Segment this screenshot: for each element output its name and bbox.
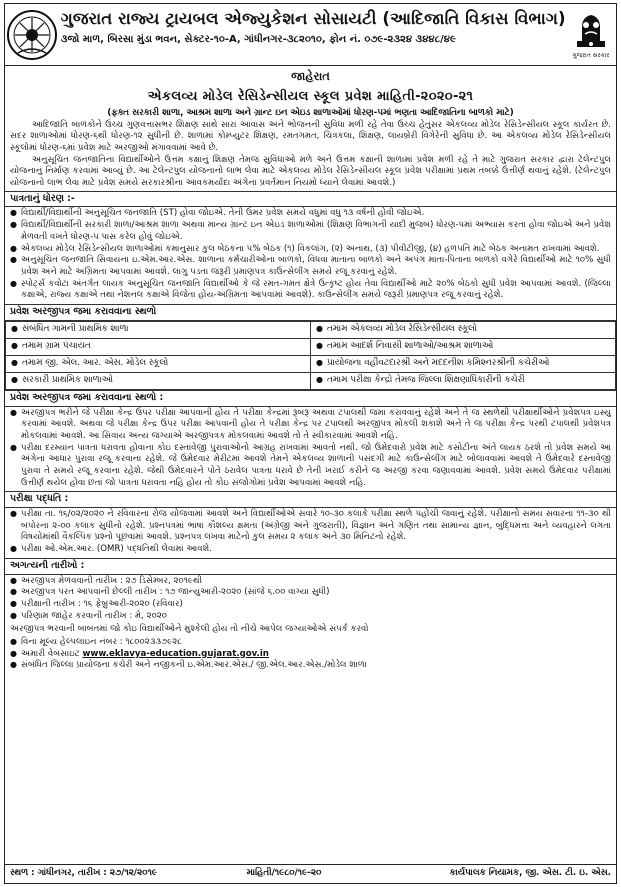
org-title: ગુજરાત રાજ્ય ટ્રાયબલ એજ્યુકેશન સોસાયટી (આદિજાતિ વિકાસ વિભાગ) bbox=[60, 9, 566, 28]
submission-places-table bbox=[5, 321, 616, 390]
footer-signatory: કાર્યપાલક નિયામક, જી. એસ. ટી. ઇ. એસ. bbox=[449, 868, 611, 879]
ashoka-emblem-icon bbox=[572, 9, 610, 51]
footer-place-date: સ્થળ : ગાંધીનગર, તારીખ : ૨૭/૧૨/૨૦૧૯ bbox=[10, 868, 157, 879]
table-cell: ● તમામ આદર્શ નિવાસી શાળાઓ/આશ્રમ શાળાઓ bbox=[311, 338, 616, 355]
exam-heading: પરીક્ષા પદ્ધતિ : bbox=[5, 491, 616, 508]
list-item: ● વિદ્યાર્થી/વિદ્યાર્થીની સરકારી શાળા/આશ્રમ શાળા અથવા માન્ય ગ્રાન્ટ ઇન એઇડ શાળાઓમાં (શિક્ષણ વિભાગની યાદી મુજબ) ધોરણ-પમાં અભ્યાસ કરતા હોવા જોઇએ અને પ્રવેશ મેળવતી વખતે ધોરણ-પ પાસ કરેલ હોવું જોઇએ. bbox=[10, 220, 611, 243]
list-item: ● પરીક્ષા દરમ્યાન પાત્રતા ધરાવતા હોવાના કોઇ દસ્તાવેજી પુરાવાઓનો આગ્રહ રાખવામાં આવતો નથી. જો ઉમેદવારો પ્રવેશ માટે કસોટીના અંતે લાયક ઠરશે તો પ્રવેશ સમયે આ અંગેના આધાર પુરાવા રજૂ કરવાના રહેશે. જે ઉમેદવાર મેરીટમાં આવશે તેમને એકલવ્ય શાળાની પસંદગી માટે કાઉન્સેલીંગ માટે બોલાવવામાં આવશે તે ઉમેદવારે દસ્તાવેજી પુરાવા તે સમયે રજૂ કરવાના રહેશે. જેથી ઉમેદવારને પોતે ઠરાવેલ પાત્રતા ધરાવે છે તેની ખરાઈ કરીને જ અરજી કરવા જણાવવામાં આવશે. પ્રવેશ સમયે ઉમેદવાર પરીક્ષામાં ઉત્તીર્ણ થયેલ હોવા છતાં જો પાત્રતા ધરાવતા નહિ હોય તો કોઇ સંજોગોમાં પ્રવેશ આપવામાં આવશે નહિ. bbox=[10, 443, 611, 490]
helpline-item: ● વિના મૂલ્ય હેલ્પલાઇન નંબર : ૧૮૦૦૨૩૩૭૯૨૮ bbox=[10, 637, 611, 649]
list-item: ● અરજીપત્ર પરત આપવાની છેલ્લી તારીખ : ૧૭ જાન્યુઆરી-૨૦૨૦ (સાંજે ૬.૦૦ વાગ્યા સુધી) bbox=[10, 587, 611, 599]
table-cell: ● સંબંધિત ગામની પ્રાથમિક શાળા bbox=[6, 321, 311, 338]
table-cell: ● તમામ ગ્રામ પંચાયત bbox=[6, 338, 311, 355]
table-cell: ● પ્રાયોજના વહીવટદારશ્રી અને મદદનીશ કમિશ્નરશ્રીની કચેરીઓ bbox=[311, 355, 616, 372]
header bbox=[5, 4, 616, 66]
main-title: એકલવ્ય મોડેલ રેસિડેન્સીયલ સ્કૂલ પ્રવેશ માહિતી-૨૦૨૦-૨૧ bbox=[147, 88, 474, 104]
list-item: ● પરીક્ષા તા. ૧૬/૦૨/૨૦૨૦ ને રવિવારના રોજ યોજવામાં આવશે અને વિદ્યાર્થીઓએ સવારે ૧૦-૩૦ કલાકે પરીક્ષા સ્થળે પહોંચી જવાનું રહેશે. પરીક્ષાનો સમય સવારના ૧૧-૩૦ થી બપોરના ૨-૦૦ કલાક સુધીનો રહેશે. પ્રશ્નપત્રમાં ભાષા કૌશલ્ય ક્ષમતા (અંગ્રેજી અને ગુજરાતી), વિજ્ઞાન અને ગણિત તથા સામાન્ય જ્ઞાન, બુદ્ધિમત્તા અને વ્યવહારને લગતા વિષયોમાંથી વૈકલ્પિક પ્રશ્નો પૂછવામાં આવશે. પ્રશ્નપત્ર લખવા માટેનો કુલ સમય ૨ કલાક અને ૩૦ મિનિટનો રહેશે. bbox=[10, 509, 611, 544]
list-item: ● પરિણામ જાહેર કરવાની તારીખ : મે, ૨૦૨૦ bbox=[10, 611, 611, 623]
table-row bbox=[6, 355, 616, 372]
table-row bbox=[6, 372, 616, 389]
notice-page bbox=[4, 3, 617, 884]
website-prefix: અમારી વેબસાઇટ bbox=[21, 648, 83, 659]
table-cell: ● તમામ જી. એલ. આર. એસ. મોડેલ સ્કૂલો bbox=[6, 355, 311, 372]
eligibility-heading: પાત્રતાનું ધોરણ :- bbox=[5, 191, 616, 208]
subtitle: (ફક્ત સરકારી શાળા, આશ્રમ શાળા અને ગ્રાન્ટ ઇન એઇડ શાળાઓમાં ધોરણ-પમાં ભણતા આદિજાતિના બાળકો માટે) bbox=[107, 107, 514, 118]
places-list bbox=[5, 407, 616, 492]
gov-caption: ગુજરાત સરકાર bbox=[572, 51, 610, 59]
website-link[interactable]: www.eklavya-education.gujarat.gov.in bbox=[82, 648, 269, 659]
list-item: ● એકલવ્ય મોડેલ રેસિડેન્સીયલ શાળાઓમાં કમાનુસાર કુલ બેઠકના ૫% બેઠક (૧) વિકલાંગ, (૨) અનાથ, (૩) પીવીટીજી, (૪) હળપતિ માટે બેઠક અનામત રાખવામાં આવશે. bbox=[10, 244, 611, 256]
footer-reference: માહિતી/૧૯૮૦/૧૯-૨૦ bbox=[246, 868, 322, 879]
contact-list bbox=[5, 636, 616, 674]
exam-list bbox=[5, 508, 616, 558]
list-item: ● સ્પોર્ટ્સ કવોટા અંતર્ગત લાયક અનુસૂચિત જનજાતિ વિદ્યાર્થીઓ કે જે રમત-ગમત ક્ષેત્રે ઉત્કૃષ્ટ હોય તેવા વિદ્યાર્થીઓ માટે ૨૦% બેઠકો સુધી પ્રવેશ આપવામાં આવશે. (જિલ્લા કક્ષાએ, રાજ્ય કક્ષાએ તથા નેશનલ કક્ષાએ વિજેતા હોય-અગ્રિમતા આપવામાં આવશે). કાઉન્સેલીંગ સમયે જરૂરી પ્રમાણપત્ર રજૂ કરવાનું રહેશે. bbox=[10, 279, 611, 302]
contact-intro: અરજીપત્ર ભરવાની બાબતમાં જો કોઇ વિદ્યાર્થીઓને મુશ્કેલી હોય તો નીચે આપેલ જગ્યાઓએ સંપર્ક કરવો bbox=[10, 624, 369, 635]
list-item: ● અનુસૂચિત જનજાતિ સિવાયના ઇ.એમ.આર.એસ. શાળાના કર્મચારીઓના બાળકો, વિધવા માતાના બાળકો અને અપંગ માતા-પિતાના બાળકો વગેરે વિદ્યાર્થીઓ માટે ૧૦% સુધી પ્રવેશ અને માટે અગ્રિમતા આપવામાં આવશે. લાગુ પડતા જરૂરી પ્રમાણપત્ર કાઉન્સેલીંગ સમયે રજૂ કરવાનું રહેશે. bbox=[10, 255, 611, 278]
places-heading: પ્રવેશ અરજીપત્ર જમા કરાવવાના સ્થળો : bbox=[5, 390, 616, 407]
website-item bbox=[10, 649, 611, 661]
submission-heading: પ્રવેશ અરજીપત્ર જમા કરાવવાના સ્થળો bbox=[5, 304, 616, 321]
footer bbox=[5, 864, 616, 883]
government-emblem bbox=[566, 4, 616, 65]
table-row bbox=[6, 338, 616, 355]
society-logo-icon bbox=[6, 9, 58, 61]
list-item: ● પરીક્ષા ઓ.એમ.આર. (OMR) પદ્ધતિથી લેવામાં આવશે. bbox=[10, 544, 611, 556]
dates-heading: અગત્યની તારીખો : bbox=[5, 558, 616, 575]
society-logo bbox=[5, 4, 59, 65]
notice-label: જાહેરાત bbox=[291, 69, 330, 83]
list-item: ● વિદ્યાર્થી/વિદ્યાર્થીની અનુસૂચિત જનજાતિ (ST) હોવા જોઇએ. તેની ઉંમર પ્રવેશ સમયે વધુમાં વધુ ૧૩ વર્ષની હોવી જોઇએ. bbox=[10, 208, 611, 220]
list-item: ● અરજીપત્ર મેળવવાની તારીખ : ૨૭ ડિસેમ્બર, ૨૦૧૯થી bbox=[10, 576, 611, 588]
list-item: ● અરજીપત્ર ભરીને જે પરીક્ષા કેન્દ્ર ઉપર પરીક્ષા આપવાની હોય તે પરીક્ષા કેન્દ્રમાં રૂબરૂ અથવા ટપાલથી જમા કરાવવાનું રહેશે અને તે જ સ્થળેથી પરીક્ષાર્થીઓને પ્રવેશપત્ર ઇસ્યુ કરવામાં આવશે. અથવા જે પરીક્ષા કેન્દ્ર ઉપર પરીક્ષા આપવાની હોય તે પરીક્ષા કેન્દ્ર પર ટપાલથી અરજીપત્ર મોકલી શકાશે અને તે જ પરીક્ષા કેન્દ્ર પરથી ટપાલથી પ્રવેશપત્ર મોકલવામાં આવશે. આ સિવાય અન્ય જગ્યાએ અરજીપત્રક મોકલવામાં આવશે તો તે સ્વીકારવામાં આવશે નહિ. bbox=[10, 408, 611, 443]
table-cell: ● તમામ પરીક્ષા કેન્દ્રો તેમજ જિલ્લા શિક્ષણાધિકારીની કચેરી bbox=[311, 372, 616, 389]
dates-list bbox=[5, 575, 616, 625]
eligibility-list bbox=[5, 207, 616, 304]
office-item: ● સંબંધિત જિલ્લા પ્રાયોજના કચેરી અને નજીકની ઇ.એમ.આર.એસ./ જી.એલ.આર.એસ./મોડેલ શાળા bbox=[10, 660, 611, 672]
list-item: ● પરીક્ષાની તારીખ : ૧૬ ફેબ્રુઆરી-૨૦૨૦ (રવિવાર) bbox=[10, 599, 611, 611]
intro-paragraph-2: અનુસૂચિત જનજાતિના વિદ્યાર્થીઓને ઉત્તમ કક્ષાનું શિક્ષણ તેમજ સુવિધાઓ મળે અને ઉત્તમ કક્ષાની શાળામાં પ્રવેશ મળી રહે તે માટે ગુજરાત સરકાર દ્વારા ટેલેન્ટપુલ યોજનાનું નિર્માણ કરવામાં આવ્યું છે. આ ટેલેન્ટપુલ યોજનાનો લાભ લેવા માટે એકલવ્ય મોડેલ રેસિડેન્સીયલ સ્કૂલ પ્રવેશ પરીક્ષામાં પ્રથમ તબક્કે ઉત્તીર્ણ થવાનું રહેશે. (ટેલેન્ટપુલ યોજનાનો લાભ લેવા માટે પ્રવેશ સમયે સરકારશ્રીના આવકમર્યાદા અંગેના પ્રવર્તમાન નિયમો ધ્યાને લેવામાં આવશે.) bbox=[10, 154, 611, 188]
table-cell: ● તમામ એકલવ્ય મોડેલ રેસિડેન્સીયલ સ્કૂલો bbox=[311, 321, 616, 338]
intro-paragraph-1: આદિજાતિ બાળકોને ઉચ્ચ ગુણવત્તાસભર શિક્ષણ સાથે સારા આવાસ અને ભોજનની સુવિધા મળી રહે તેવા ઉચ્ચ હેતુસર એકલવ્ય મોડેલ રેસિડેન્સીયલ સ્કૂલ કાર્યરત છે. સદર શાળાઓમાં ધોરણ-૬થી ધોરણ-૧૨ સુધીની છે. શાળામાં કોમ્પ્યુટર શિક્ષણ, રમતગમત, ચિત્રકલા, શિક્ષણ, લાયબ્રેરી વિગેરેની સુવિધા છે. આ એકલવ્ય મોડેલ રેસિડેન્સીયલ સ્કૂલોમાં ધોરણ-૬માં પ્રવેશ માટે અરજીઓ મંગાવવામાં આવે છે. bbox=[10, 119, 611, 153]
table-row bbox=[6, 321, 616, 338]
org-address: ૩જો માળ, બિરસા મુંડા ભવન, સેક્ટર-૧૦-A, ગાંધીનગર-૩૮૨૦૧૦, ફોન નં. ૦૭૯-૨૩૨૪ ૩૪૪૮/૪૯ bbox=[60, 34, 456, 46]
table-cell: ● સરકારી પ્રાથમિક શાળાઓ bbox=[6, 372, 311, 389]
